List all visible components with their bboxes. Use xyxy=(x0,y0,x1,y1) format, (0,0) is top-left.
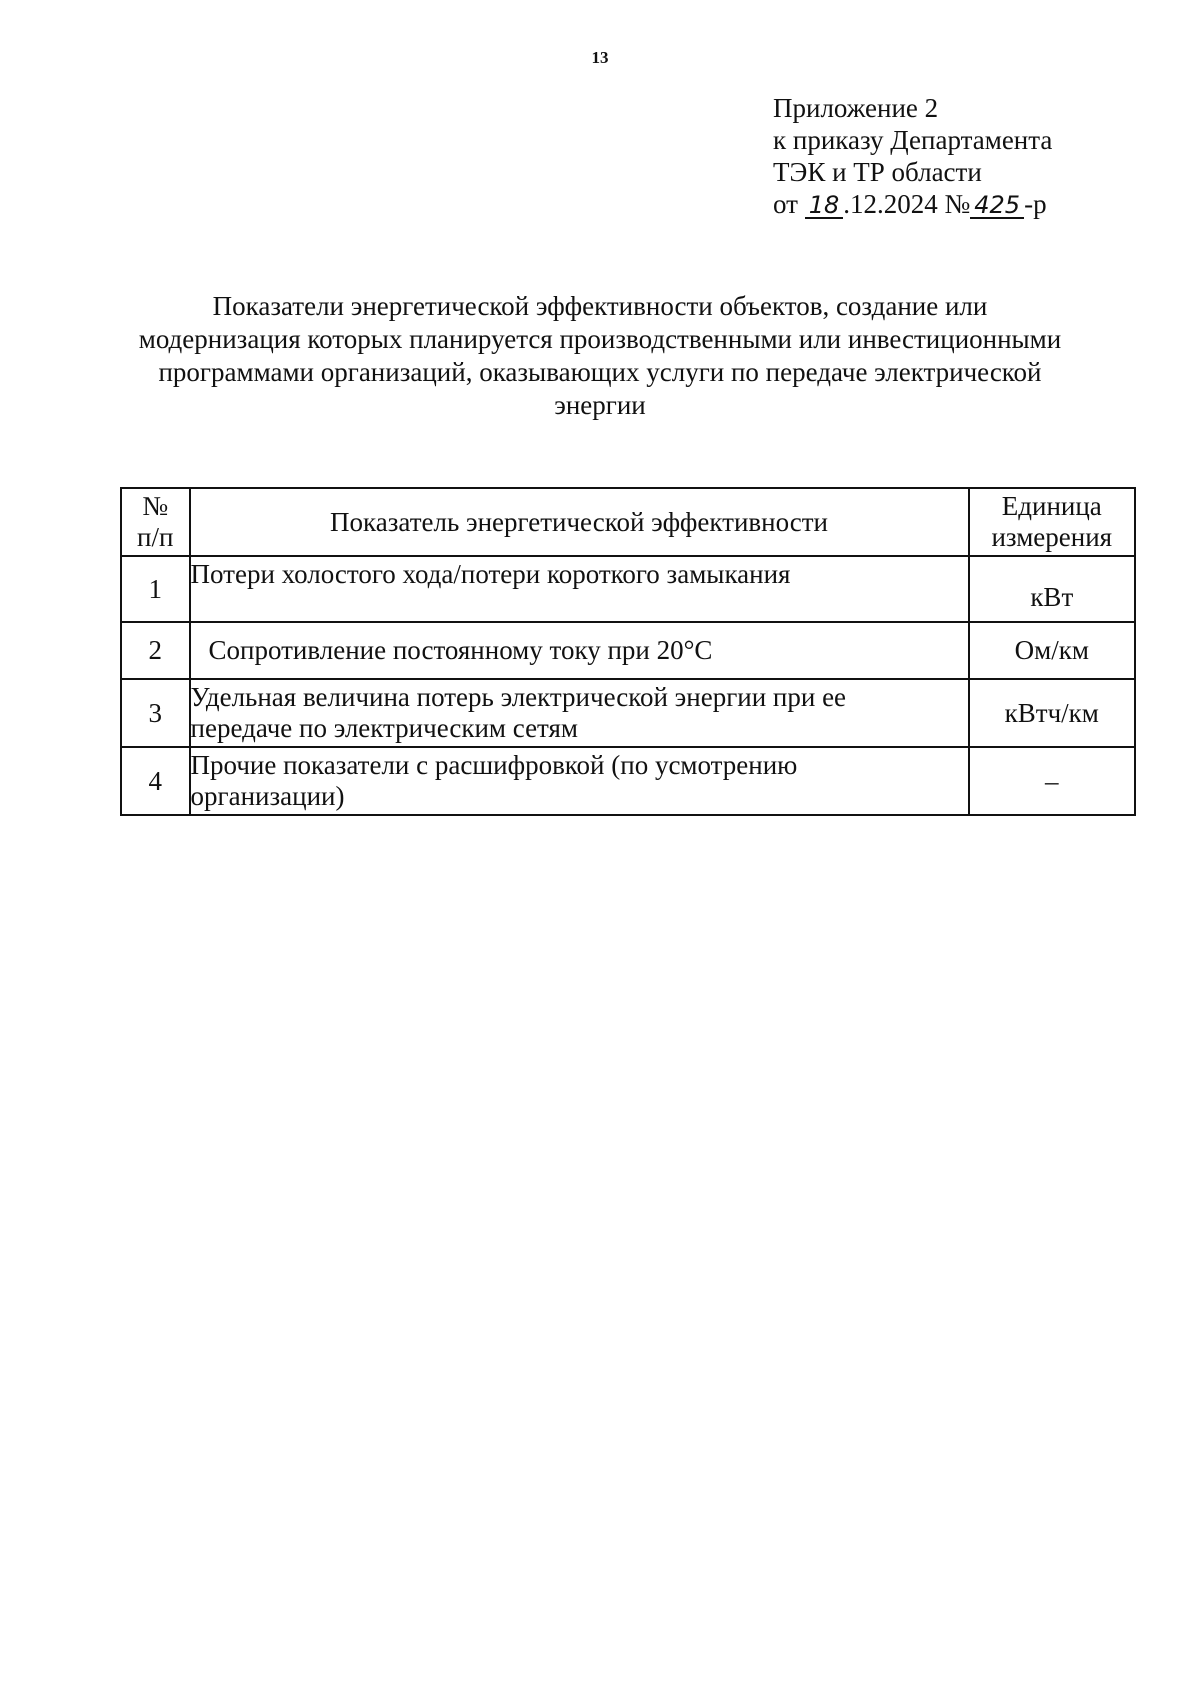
handwritten-order-number: 425 xyxy=(970,193,1024,219)
header-num-symbol: № xyxy=(142,491,169,521)
appendix-order-ref: к приказу Департамента xyxy=(773,125,1053,155)
title-line-2: модернизация которых планируется производственными или инвестиционными xyxy=(138,324,1062,354)
row-indicator: Потери холостого хода/потери короткого замыкания xyxy=(190,556,969,622)
header-num-pp: п/п xyxy=(137,522,174,552)
row-unit: Ом/км xyxy=(969,622,1135,679)
title-line-4: энергии xyxy=(554,390,646,420)
row-indicator: Сопротивление постоянному току при 20°C xyxy=(190,622,969,679)
row-indicator xyxy=(190,747,969,815)
row-indicator xyxy=(190,679,969,747)
appendix-title: Приложение 2 xyxy=(773,93,939,123)
page-number: 13 xyxy=(591,48,609,67)
appendix-department: ТЭК и ТР области xyxy=(773,157,982,187)
row-indicator-line-1: Прочие показатели с расшифровкой (по усмотрению xyxy=(190,750,798,780)
date-prefix: от xyxy=(773,189,798,219)
row-num: 2 xyxy=(121,622,190,679)
header-num xyxy=(121,488,190,556)
row-num: 3 xyxy=(121,679,190,747)
title-line-3: программами организаций, оказывающих услуги по передаче электрической xyxy=(158,357,1042,387)
appendix-date-line xyxy=(773,188,1052,220)
row-num: 4 xyxy=(121,747,190,815)
table-row xyxy=(121,556,1135,622)
date-rest: .12.2024 № xyxy=(843,189,971,219)
header-unit-line-2: измерения xyxy=(991,522,1113,552)
handwritten-day: 18 xyxy=(805,193,844,219)
table-row xyxy=(121,622,1135,679)
row-num: 1 xyxy=(121,556,190,622)
table-row xyxy=(121,679,1135,747)
row-unit: кВтч/км xyxy=(969,679,1135,747)
row-indicator-line-1: Удельная величина потерь электрической энергии при ее xyxy=(190,682,847,712)
title-line-1: Показатели энергетической эффективности объектов, создание или xyxy=(212,291,988,321)
row-indicator-line-2: организации) xyxy=(190,781,345,811)
document-title xyxy=(100,290,1100,422)
row-unit: кВт xyxy=(969,556,1135,622)
order-suffix: -р xyxy=(1024,189,1047,219)
indicators-table xyxy=(120,487,1136,816)
header-unit xyxy=(969,488,1135,556)
table-header-row xyxy=(121,488,1135,556)
table-row xyxy=(121,747,1135,815)
header-indicator: Показатель энергетической эффективности xyxy=(190,488,969,556)
row-unit: – xyxy=(969,747,1135,815)
row-indicator-line-2: передаче по электрическим сетям xyxy=(190,713,578,743)
appendix-block xyxy=(773,92,1052,220)
header-unit-line-1: Единица xyxy=(1001,491,1102,521)
